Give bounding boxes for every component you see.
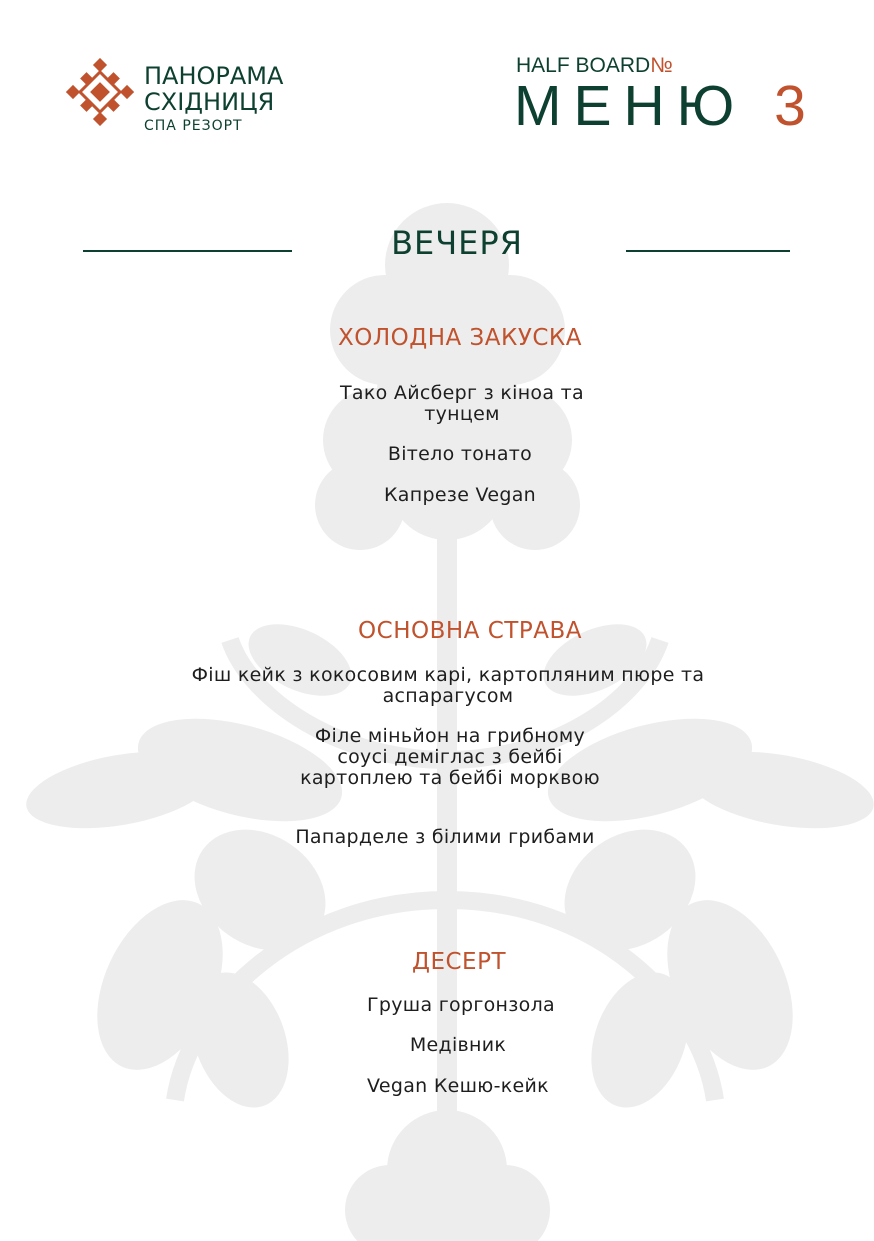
half-board-text: HALF BOARD (516, 54, 651, 77)
section-title-main-course: ОСНОВНА СТРАВА (358, 618, 582, 644)
section-title-dessert: ДЕСЕРТ (411, 949, 506, 975)
menu-item: Медівник (409, 1034, 507, 1056)
number-sign: № (650, 54, 673, 77)
menu-item: Груша горгонзола (367, 994, 555, 1016)
menu-title-text: МЕНЮ (514, 74, 747, 138)
menu-item: Капрезе Vegan (384, 484, 536, 506)
menu-item: Вітело тонато (387, 443, 533, 465)
divider-left (83, 250, 292, 252)
menu-item: Тако Айсберг з кіноа та тунцем (340, 382, 584, 425)
brand-name-line1: ПАНОРАМА (144, 62, 284, 90)
menu-item: Філе міньйон на грибному соусі деміглас з бейбі картоплею та бейбі морквою (300, 725, 600, 789)
brand-subtitle: СПА РЕЗОРТ (144, 118, 243, 134)
menu-number: 3 (774, 74, 806, 138)
brand-name-line2: СХІДНИЦЯ (144, 88, 275, 116)
menu-item: Папарделе з білими грибами (295, 826, 595, 848)
diamond-ornament-icon (66, 58, 134, 126)
section-title-cold-starter: ХОЛОДНА ЗАКУСКА (337, 325, 582, 351)
menu-item: Фіш кейк з кокосовим карі, картопляним пюре та аспарагусом (191, 664, 705, 707)
menu-item: Vegan Кешю-кейк (367, 1075, 549, 1097)
menu-title (514, 72, 806, 140)
divider-right (626, 250, 790, 252)
brand-logo[interactable] (66, 58, 306, 138)
dinner-title: ВЕЧЕРЯ (391, 224, 523, 262)
